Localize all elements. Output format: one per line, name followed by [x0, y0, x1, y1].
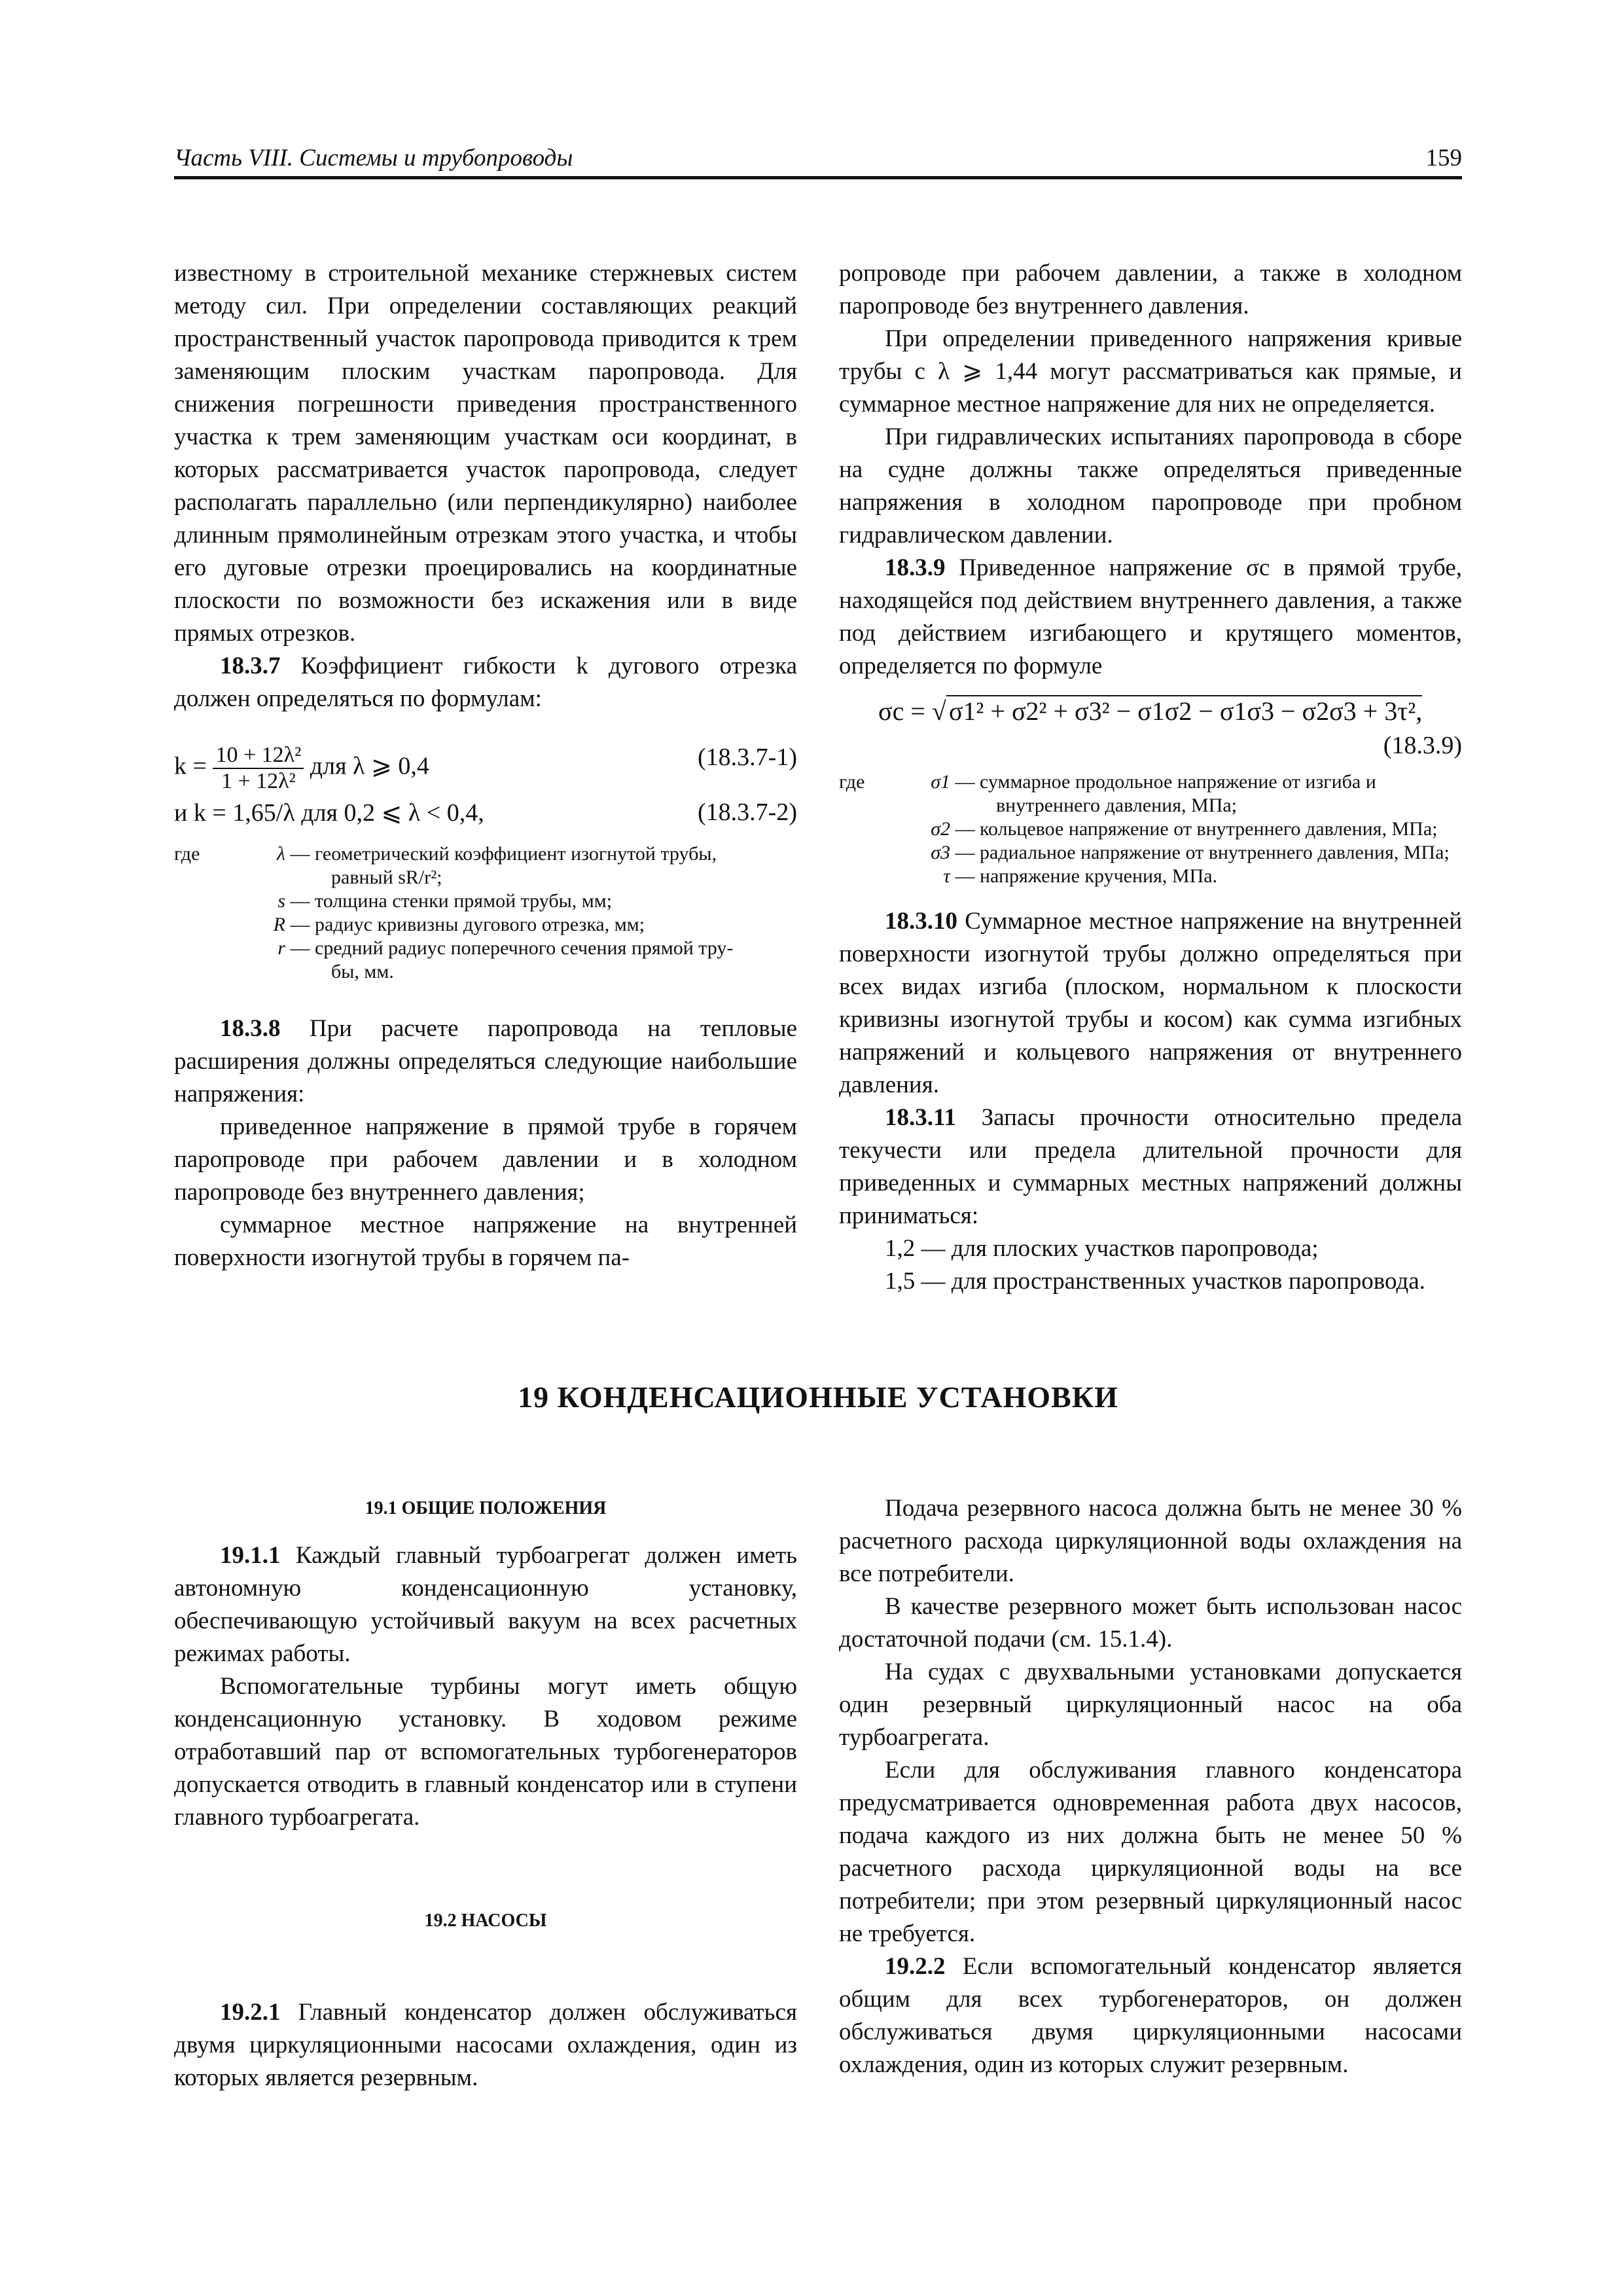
- clause-number: 18.3.9: [885, 554, 946, 581]
- definition: — радиус кривизны дугового отрезка, мм;: [285, 914, 645, 935]
- paragraph-text: Запасы прочности относительно предела текучести или предела длительной прочности для приведенных и суммарных местных напряжений должны приниматься:: [839, 1104, 1462, 1229]
- formula-lhs: k =: [174, 752, 213, 780]
- definition: — средний радиус поперечного сечения прямой тру-: [285, 937, 734, 959]
- definition-cont: равный sR/r²;: [331, 867, 442, 888]
- formula-number: (18.3.7-2): [698, 798, 797, 826]
- paragraph-18-3-11: [839, 1102, 1462, 1232]
- paragraph-19-1-1: [174, 1539, 797, 1670]
- definition: — геометрический коэффициент изогнутой трубы,: [285, 843, 717, 865]
- paragraph-text: Суммарное местное напряжение на внутренней поверхности изогнутой трубы должно определяться при всех видах изгиба (плоском, нормальном к плоскости кривизны изогнутой трубы и косом) как сумма изгибных напряжений и кольцевого напряжения от внутреннего давления.: [839, 908, 1462, 1098]
- section-title: 19 КОНДЕНСАЦИОННЫЕ УСТАНОВКИ: [518, 1380, 1118, 1414]
- clause-number: 18.3.11: [885, 1104, 956, 1131]
- formula-lhs: σc =: [878, 696, 932, 726]
- legend-item: [253, 937, 797, 984]
- column-right-top: [839, 257, 1462, 1298]
- symbol: σ2: [931, 818, 950, 840]
- paragraph: При определении приведенного напряжения кривые трубы с λ ⩾ 1,44 могут рассматриваться как прямые, и суммарное местное напряжение для них не определяется.: [839, 325, 1462, 418]
- definition: — суммарное продольное напряжение от изгиба и: [950, 771, 1376, 793]
- formula-body: и k = 1,65/λ для 0,2 ⩽ λ < 0,4,: [174, 799, 484, 827]
- where-label: где: [839, 771, 865, 793]
- formula-radicand: σ1² + σ2² + σ3² − σ1σ2 − σ1σ3 − σ2σ3 + 3τ²,: [946, 695, 1422, 726]
- clause-number: 18.3.7: [220, 653, 281, 679]
- definition: — толщина стенки прямой трубы, мм;: [285, 890, 613, 912]
- formula-body: σc = √ σ1² + σ2² + σ3² − σ1σ2 − σ1σ3 − σ2σ3 + 3τ²,: [878, 696, 1423, 726]
- where-label: где: [174, 843, 200, 865]
- clause-number: 19.2.2: [885, 1953, 946, 1980]
- paragraph: Вспомогательные турбины могут иметь общую конденсационную установку. В ходовом режиме отработавший пар от вспомогательных турбогенераторов допускается отводить в главный конденсатор или в ступени главного турбоагрегата.: [174, 1673, 797, 1831]
- symbol: s: [277, 890, 285, 912]
- legend-item: [918, 865, 1462, 888]
- paragraph: При гидравлических испытаниях паропровода в сборе на судне должны также определяться приведенные напряжения в холодном паропроводе при пробном гидравлическом давлении.: [839, 423, 1462, 548]
- page-number: 159: [1425, 145, 1462, 171]
- formula-18-3-9: [839, 694, 1462, 766]
- clause-number: 19.1.1: [220, 1542, 281, 1569]
- list-item: 1,2 — для плоских участков паропровода;: [885, 1235, 1319, 1262]
- paragraph: На судах с двухвальными установками допускается один резервный циркуляционный насос на оба турбоагрегата.: [839, 1659, 1462, 1751]
- paragraph: Подача резервного насоса должна быть не менее 30 % расчетного расхода циркуляционной воды охлаждения на все потребители.: [839, 1495, 1462, 1587]
- running-title: Часть VIII. Системы и трубопроводы: [174, 145, 573, 171]
- formula-number: (18.3.9): [1383, 732, 1462, 759]
- paragraph-text: Если вспомогательный конденсатор является общим для всех турбогенераторов, он должен обслуживаться двумя циркуляционными насосами охлаждения, один из которых служит резервным.: [839, 1953, 1462, 2078]
- subsection-heading: 19.1 ОБЩИЕ ПОЛОЖЕНИЯ: [365, 1498, 607, 1518]
- list-item: 1,5 — для пространственных участков паропровода.: [885, 1268, 1425, 1295]
- definition: — напряжение кручения, МПа.: [950, 865, 1218, 887]
- definition: — кольцевое напряжение от внутреннего давления, МПа;: [950, 818, 1438, 840]
- formula-18-3-7-1: [174, 725, 797, 793]
- paragraph-text: Каждый главный турбоагрегат должен иметь автономную конденсационную установку, обеспечивающую устойчивый вакуум на всех расчетных режимах работы.: [174, 1542, 797, 1667]
- paragraph: Если для обслуживания главного конденсатора предусматривается одновременная работа двух насосов, подача каждого из них должна быть не менее 50 % расчетного расхода циркуляционной воды на все потребители; при этом резервный циркуляционный насос не требуется.: [839, 1757, 1462, 1947]
- subsection-heading: 19.2 НАСОСЫ: [424, 1910, 547, 1931]
- legend-item: [918, 770, 1462, 817]
- numerator: 10 + 12λ²: [213, 743, 304, 769]
- paragraph-18-3-10: [839, 905, 1462, 1102]
- symbol: σ3: [931, 842, 950, 863]
- symbol: σ1: [931, 771, 950, 793]
- denominator: 1 + 12λ²: [221, 769, 296, 793]
- paragraph: приведенное напряжение в прямой трубе в горячем паропроводе при рабочем давлении и в холодном паропроводе без внутреннего давления;: [174, 1113, 797, 1206]
- legend-block: [174, 842, 797, 984]
- legend-block: [839, 770, 1462, 888]
- column-left-bottom: [174, 1492, 797, 2094]
- column-right-bottom: [839, 1492, 1462, 2081]
- paragraph-text: Приведенное напряжение σc в прямой трубе, находящейся под действием внутреннего давления, а также под действием изгибающего и крутящего моментов, определяется по формуле: [839, 554, 1462, 679]
- paragraph: известному в строительной механике стержневых систем методу сил. При определении составляющих реакций пространственный участок паропровода приводится к трем заменяющим плоским участкам паропровода. Для снижения погрешности приведения пространственного участка к трем заменяющим участкам оси координат, в которых рассматривается участок паропровода, следует располагать параллельно (или перпендикулярно) наиболее длинным прямолинейным отрезкам этого участка, и чтобы его дуговые отрезки проецировались на координатные плоскости по возможности без искажения или в виде прямых отрезков.: [174, 260, 797, 647]
- legend-item: [253, 889, 797, 913]
- definition-cont: бы, мм.: [331, 961, 394, 982]
- symbol: R: [273, 914, 285, 935]
- paragraph-text: При расчете паропровода на тепловые расширения должны определяться следующие наибольшие напряжения:: [174, 1015, 797, 1107]
- clause-number: 19.2.1: [220, 1999, 281, 2026]
- symbol: r: [277, 937, 285, 959]
- paragraph: В качестве резервного может быть использован насос достаточной подачи (см. 15.1.4).: [839, 1593, 1462, 1653]
- clause-number: 18.3.8: [220, 1015, 281, 1042]
- formula-condition: для λ ⩾ 0,4: [304, 752, 429, 780]
- symbol: τ: [943, 865, 950, 887]
- paragraph: ропроводе при рабочем давлении, а также в холодном паропроводе без внутреннего давления.: [839, 260, 1462, 319]
- legend-item: [918, 817, 1462, 841]
- paragraph-19-2-1: [174, 1996, 797, 2094]
- legend-item: [253, 913, 797, 937]
- paragraph-18-3-7: [174, 650, 797, 715]
- page-header: [174, 143, 1462, 179]
- symbol: λ: [277, 843, 285, 865]
- formula-18-3-7-2: [174, 793, 797, 838]
- definition: — радиальное напряжение от внутреннего давления, МПа;: [950, 842, 1450, 863]
- paragraph-text: Коэффициент гибкости k дугового отрезка должен определяться по формулам:: [174, 653, 797, 712]
- definition-cont: внутреннего давления, МПа;: [996, 795, 1238, 816]
- legend-item: [253, 842, 797, 889]
- paragraph: суммарное местное напряжение на внутренней поверхности изогнутой трубы в горячем па-: [174, 1211, 797, 1271]
- formula-number: (18.3.7-1): [698, 744, 797, 771]
- legend-item: [918, 841, 1462, 865]
- column-left-top: [174, 257, 797, 1274]
- paragraph-text: Главный конденсатор должен обслуживаться двумя циркуляционными насосами охлаждения, один из которых является резервным.: [174, 1999, 797, 2091]
- fraction: [213, 743, 304, 794]
- paragraph-18-3-9: [839, 552, 1462, 683]
- clause-number: 18.3.10: [885, 908, 957, 935]
- formula-body: [174, 743, 429, 794]
- paragraph-19-2-2: [839, 1950, 1462, 2081]
- paragraph-18-3-8: [174, 1013, 797, 1111]
